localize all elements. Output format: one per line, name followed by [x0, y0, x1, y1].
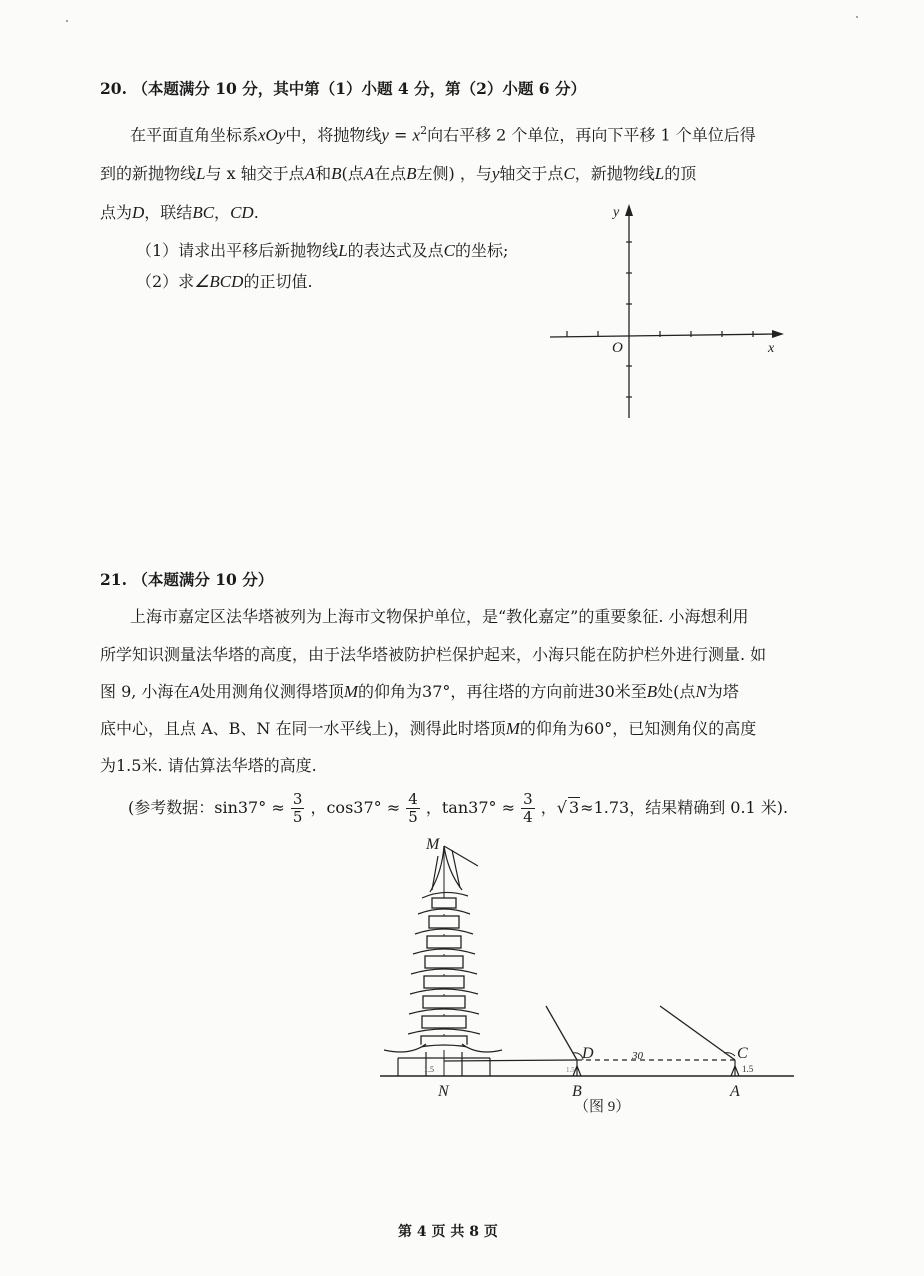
label-A: A [730, 1083, 740, 1100]
q21-reference-data: (参考数据：sin37° ≈ $\frac{3}{5}$ ，cos37° ≈ $\frac{4}{5}$ ，tan37° ≈ $\frac{3}{4}$ ，√ 3≈1.73，结果精确到 0.1 米). [128, 790, 789, 826]
q21-line4: 底中心，且点 A、B、N 在同一水平线上)，测得此时塔顶M的仰角为60°，已知测角仪的高度 [100, 719, 757, 738]
label-D: D [582, 1045, 594, 1062]
label-M: M [426, 836, 440, 853]
scan-speck [856, 16, 858, 18]
coordinate-axes [540, 200, 790, 425]
q21-line1: 上海市嘉定区法华塔被列为上海市文物保护单位，是“教化嘉定”的重要象征. 小海想利用 [130, 607, 749, 626]
fraction-cos: $\frac{4}{5}$ [408, 790, 418, 826]
axis-y-label: y [613, 205, 620, 220]
label-B: B [572, 1083, 582, 1100]
label-height-mid: 1.5 [566, 1066, 575, 1074]
label-C: C [737, 1045, 748, 1062]
axis-x-label: x [768, 341, 775, 356]
q21-line5: 为1.5米. 请估算法华塔的高度. [100, 756, 317, 775]
origin-label: O [612, 340, 623, 356]
q20-sub1: （1）请求出平移后新抛物线L的表达式及点C的坐标; [136, 241, 509, 260]
q21-line2: 所学知识测量法华塔的高度，由于法华塔被防护栏保护起来，小海只能在防护栏外进行测量. 如 [100, 645, 767, 664]
label-height-right: 1.5 [742, 1064, 754, 1074]
label-distance-30: 30 [632, 1050, 643, 1062]
q20-header: 20. （本题满分 10 分，其中第（1）小题 4 分，第（2）小题 6 分） [100, 79, 586, 98]
q20-line3: 点为D，联结BC，CD. [100, 203, 259, 222]
q20-line1: 在平面直角坐标系xOy中，将抛物线$y = x^2$向右平移 2 个单位，再向下平移 1 个单位后得 [130, 124, 756, 145]
figure-caption: （图 9） [574, 1099, 631, 1115]
scan-speck [66, 20, 68, 22]
q20-line2: 到的新抛物线L与 x 轴交于点A和B(点A在点B左侧) ，与y轴交于点C，新抛物线L的顶 [100, 164, 697, 183]
q20-sub2: （2）求∠BCD的正切值. [136, 272, 313, 291]
q21-header: 21. （本题满分 10 分） [100, 570, 274, 589]
pagoda-tiers [384, 898, 502, 1052]
label-N: N [438, 1083, 449, 1100]
q21-line3: 图 9, 小海在A处用测角仪测得塔顶M的仰角为37°，再往塔的方向前进30米至B处(点N为塔 [100, 682, 739, 701]
label-height-left: 1.5 [424, 1065, 434, 1074]
figure-9-pagoda-diagram [370, 832, 800, 1122]
fraction-sin: $\frac{3}{5}$ [292, 790, 303, 826]
page-footer: 第 4 页 共 8 页 [398, 1224, 498, 1240]
fraction-tan: $\frac{3}{4}$ [523, 790, 533, 826]
